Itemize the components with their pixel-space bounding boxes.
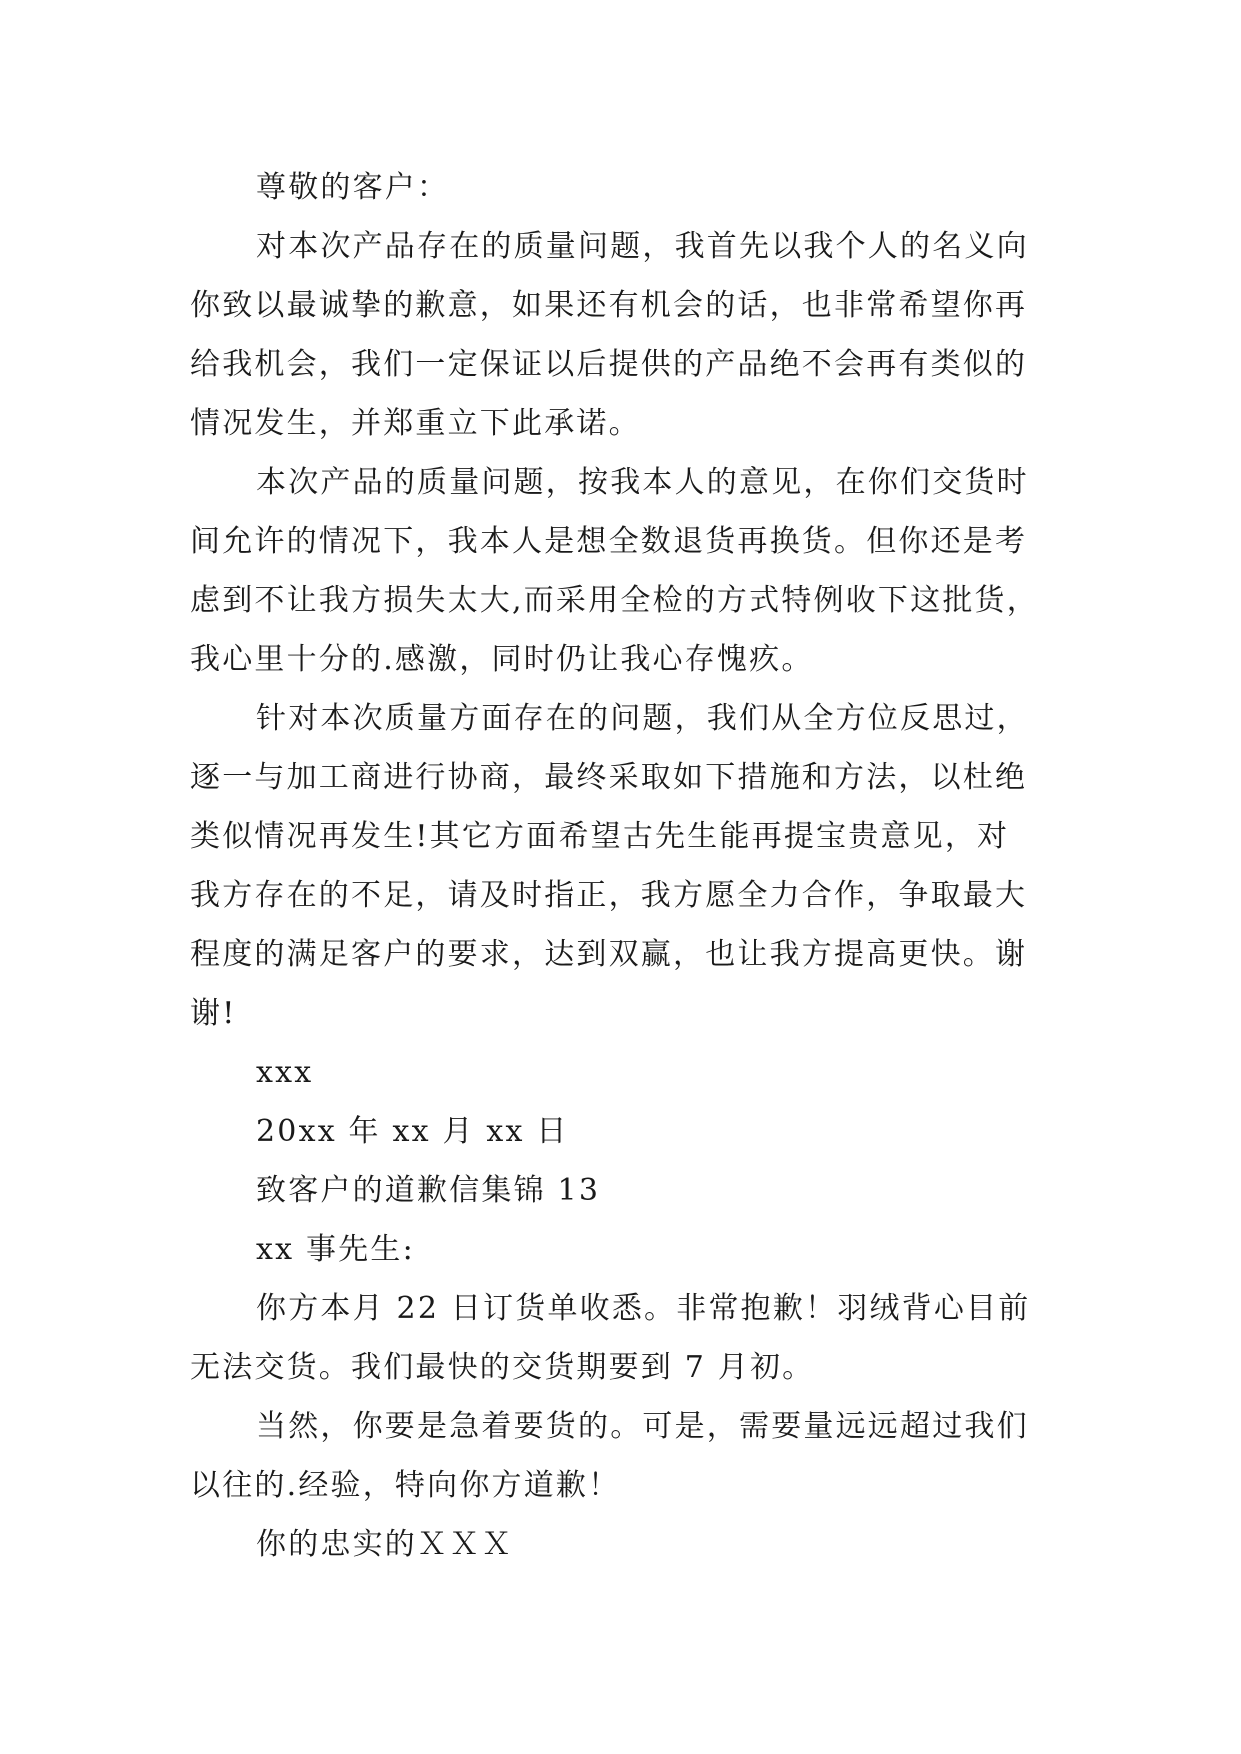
text-line: 对本次产品存在的质量问题，我首先以我个人的名义向 xyxy=(256,229,1029,264)
letter2-salutation: xx 事先生: xyxy=(256,1232,415,1267)
text-line: 逐一与加工商进行协商，最终采取如下措施和方法，以杜绝 xyxy=(190,760,1028,795)
letter2-paragraph-2 xyxy=(190,1397,1060,1515)
text-line: 给我机会，我们一定保证以后提供的产品绝不会再有类似的 xyxy=(190,347,1028,382)
letter1-paragraph-2 xyxy=(190,453,1060,689)
letter1-date: 20xx 年 xx 月 xx 日 xyxy=(256,1114,569,1149)
letter1-signature: xxx xyxy=(256,1055,314,1090)
text-line: 本次产品的质量问题，按我本人的意见，在你们交货时 xyxy=(256,465,1029,500)
text-line: 你致以最诚挚的歉意，如果还有机会的话，也非常希望你再 xyxy=(190,288,1028,323)
text-line: 针对本次质量方面存在的问题，我们从全方位反思过， xyxy=(256,701,1029,736)
text-line: 间允许的情况下，我本人是想全数退货再换货。但你还是考 xyxy=(190,524,1028,559)
letter1-paragraph-3 xyxy=(190,689,1060,1043)
text-line: 我心里十分的.感激，同时仍让我心存愧疚。 xyxy=(190,642,814,677)
letter2-paragraph-1 xyxy=(190,1279,1060,1397)
text-line: 我方存在的不足，请及时指正，我方愿全力合作，争取最大 xyxy=(190,878,1028,913)
text-line: 类似情况再发生!其它方面希望古先生能再提宝贵意见，对 xyxy=(190,819,1010,854)
text-line: 你方本月 22 日订货单收悉。非常抱歉！羽绒背心目前 xyxy=(256,1291,1031,1326)
letter1-salutation: 尊敬的客户： xyxy=(256,170,450,205)
section-title: 致客户的道歉信集锦 13 xyxy=(256,1173,601,1208)
text-line: 谢! xyxy=(190,996,237,1031)
text-line: 无法交货。我们最快的交货期要到 7 月初。 xyxy=(190,1350,815,1385)
text-line: 以往的.经验，特向你方道歉！ xyxy=(190,1468,621,1503)
text-line: 情况发生，并郑重立下此承诺。 xyxy=(190,406,641,441)
text-line: 当然，你要是急着要货的。可是，需要量远远超过我们 xyxy=(256,1409,1029,1444)
letter2-closing: 你的忠实的ＸＸＸ xyxy=(256,1527,514,1562)
text-line: 程度的满足客户的要求，达到双赢，也让我方提高更快。谢 xyxy=(190,937,1028,972)
letter1-paragraph-1 xyxy=(190,217,1060,453)
document-body xyxy=(190,158,1060,1574)
text-line: 虑到不让我方损失太大,而采用全检的方式特例收下这批货， xyxy=(190,583,1039,618)
